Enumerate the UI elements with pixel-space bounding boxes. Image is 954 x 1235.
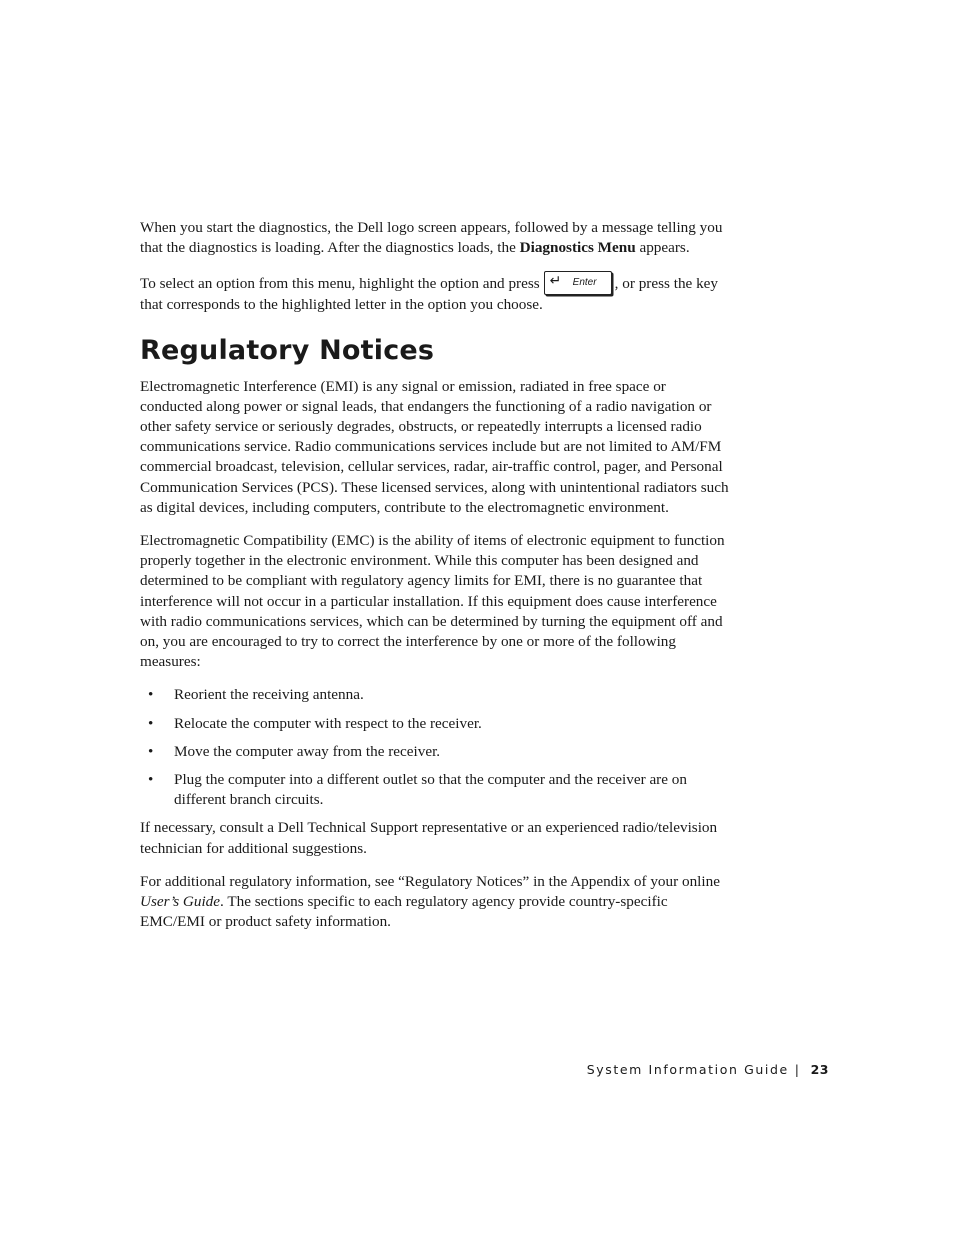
intro-paragraph-2 [140, 271, 730, 315]
intro-paragraph-1 [140, 218, 730, 258]
footer-separator: | [794, 1062, 801, 1077]
enter-key-graphic [544, 271, 612, 295]
bullet-icon: • [148, 742, 154, 760]
page-footer [587, 1062, 829, 1078]
intro-text-end: appears. [635, 239, 690, 257]
section-heading: Regulatory Notices [140, 334, 435, 366]
select-option-text-end: , or press the key that corresponds to the highlighted letter in the option you choose. [140, 275, 719, 314]
additional-info-text: For additional regulatory information, see “Regulatory Notices” in the Appendix of your online [140, 872, 720, 890]
list-item [140, 714, 730, 734]
page-content [140, 218, 730, 945]
guide-title: System Information Guide [586, 1062, 789, 1077]
list-item [140, 685, 730, 705]
additional-info-text-end: . The sections specific to each regulatory agency provide country-specific EMC/EMI or product safety information. [140, 893, 668, 931]
emi-paragraph: Electromagnetic Interference (EMI) is any signal or emission, radiated in free space or conducted along power or signal leads, that endangers the functioning of a radio navigation or other safety service or seriously degrades, obstructs, or repeatedly interrupts a licensed radio communications service. Radio communications services include but are not limited to AM/FM commercial broadcast, television, cellular services, radar, air-traffic control, pager, and Personal Communication Services (PCS). These licensed services, along with unintentional radiators such as digital devices, including computers, contribute to the electromagnetic environment. [140, 377, 729, 516]
list-item-text: Relocate the computer with respect to the receiver. [174, 714, 482, 732]
diagnostics-menu-term: Diagnostics Menu [519, 239, 636, 257]
select-option-text: To select an option from this menu, highlight the option and press [140, 275, 540, 293]
bullet-icon: • [148, 771, 154, 789]
bullet-icon: • [148, 714, 154, 732]
users-guide-title: User’s Guide [140, 893, 221, 911]
emc-paragraph: Electromagnetic Compatibility (EMC) is the ability of items of electronic equipment to function properly together in the electronic environment. While this computer has been designed and determined to be compliant with regulatory agency limits for EMI, there is no guarantee that interference will not occur in a particular installation. If this equipment does cause interference with radio communications services, which can be determined by turning the equipment off and on, you are encouraged to try to correct the interference by one or more of the following measures: [140, 532, 725, 671]
list-item-text: Reorient the receiving antenna. [174, 686, 364, 704]
list-item-text: Plug the computer into a different outlet so that the computer and the receiver are on different branch circuits. [174, 771, 687, 809]
list-item [140, 742, 730, 762]
bullet-icon: • [148, 686, 154, 704]
measures-list [140, 685, 730, 810]
page-number: 23 [810, 1062, 829, 1077]
support-paragraph: If necessary, consult a Dell Technical Support representative or an experienced radio/television technician for additional suggestions. [140, 819, 718, 857]
intro-text: When you start the diagnostics, the Dell logo screen appears, followed by a message telling you that the diagnostics is loading. After the diagnostics loads, the [140, 219, 723, 257]
additional-info-paragraph [140, 872, 730, 933]
list-item-text: Move the computer away from the receiver. [174, 742, 441, 760]
list-item [140, 770, 730, 810]
return-arrow-icon: ↵ [549, 273, 562, 290]
enter-key-label: Enter [572, 277, 597, 289]
